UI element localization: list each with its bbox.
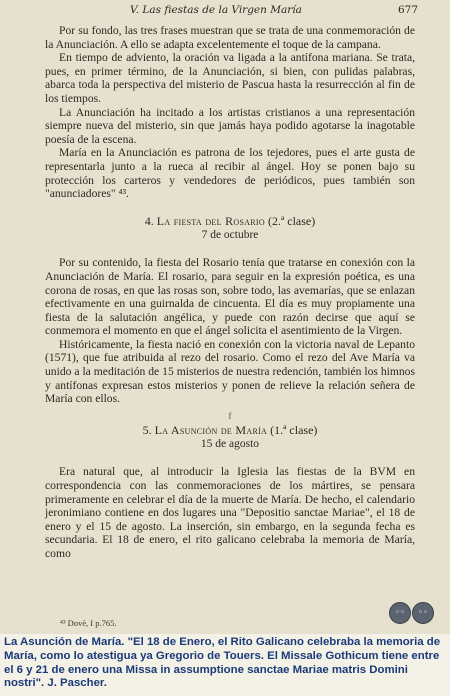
section-title: La fiesta del Rosario: [156, 213, 265, 228]
section-date: 7 de octubre: [201, 228, 259, 241]
section-number: 4.: [144, 213, 154, 228]
paragraph: Era natural que, al introducir la Iglesia las fiestas de la BVM en correspondencia con las conmemoraciones de los mártires, se pensara primeramente en celebrar el día de la muerte de María. De hecho, el calendario jeronimiano contiene en dos lugares una "Depositio sanctae Mariae", el 18 de enero y el 15 de agosto. La inserción, sin embargo, en la segunda fecha es secundaria. El 18 de enero, el rito galicano celebraba la memoria de María, como: [45, 465, 415, 560]
running-header: [62, 4, 422, 18]
paragraph: En tiempo de adviento, la oración va ligada a la antífona mariana. Se trata, pues, en primer término, de la Anunciación, si bien, con pulidas palabras, abarca toda la perspectiva del misterio de Pascua hasta la resurrección al fin de los tiempos.: [45, 51, 415, 105]
button-glyph: ◦◦: [417, 608, 429, 618]
paragraph: Por su contenido, la fiesta del Rosario tenía que tratarse en conexión con la Anunciación de María. El rosario, para seguir en la expresión poética, es una corona de rosas, en que las rosas son, sobre todo, las avemarías, que se enlazan efectivamente en una guirnalda de cincuenta. El día es muy propiamente una fiesta de la salutación angélica, y puede con razón decirse que aquí se conmemora el momento en que el ángel solicita el asentimiento de la Virgen.: [45, 256, 415, 338]
page-number: 677: [397, 4, 418, 16]
running-title: V. Las fiestas de la Virgen María: [130, 4, 302, 16]
section-title: La Asunción de María: [154, 422, 268, 437]
section-class-note: (2.ª clase): [267, 213, 316, 228]
button-glyph: ◦◦: [394, 608, 406, 618]
section-heading-asuncion: [45, 423, 415, 437]
image-caption: La Asunción de María. "El 18 de Enero, el Rito Galicano celebraba la memoria de María, como lo atestigua ya Gregorio de Touers. El Missale Gothicum tiene entre el 6 y 21 de enero una Missa in assumptione sanctae Mariae matris Domini nostri". J. Pascher.: [4, 636, 441, 690]
paragraph: La Anunciación ha incitado a los artistas cristianos a una representación siempre nueva del misterio, sin que jamás haya podido agotarse la inagotable poesía de la escena.: [45, 105, 415, 146]
section-heading-rosario: [45, 214, 415, 228]
page-body: [45, 24, 415, 561]
previous-page-button[interactable]: [389, 602, 411, 624]
next-page-button[interactable]: [412, 602, 434, 624]
footnote: ⁴³ Dovè, I p.765.: [60, 618, 117, 628]
paragraph: Históricamente, la fiesta nació en conexión con la victoria naval de Lepanto (1571), que fue atribuida al rezo del rosario. Como el rezo del Ave María va unido a la meditación de 15 misterios de nuestra redención, también los himnos y antífonas expresan estos misterios y ponen de relieve la relación señera de María con ellos.: [45, 337, 415, 406]
section-number: 5.: [142, 422, 152, 437]
section-marker: f: [228, 410, 232, 421]
paragraph: María en la Anunciación es patrona de los tejedores, pues el arte gusta de representarla junto a la rueca al recibir al ángel. Hoy se ponen bajo su protección los carteros y vendedores de periódicos, pues también son "anunciadores" ⁴³.: [45, 146, 415, 201]
paragraph: Por su fondo, las tres frases muestran que se trata de una conmemoración de la Anunciación. A ello se adapta excelentemente el toque de la campana.: [45, 24, 415, 51]
section-class-note: (1.ª clase): [270, 422, 318, 437]
section-date: 15 de agosto: [200, 437, 260, 450]
